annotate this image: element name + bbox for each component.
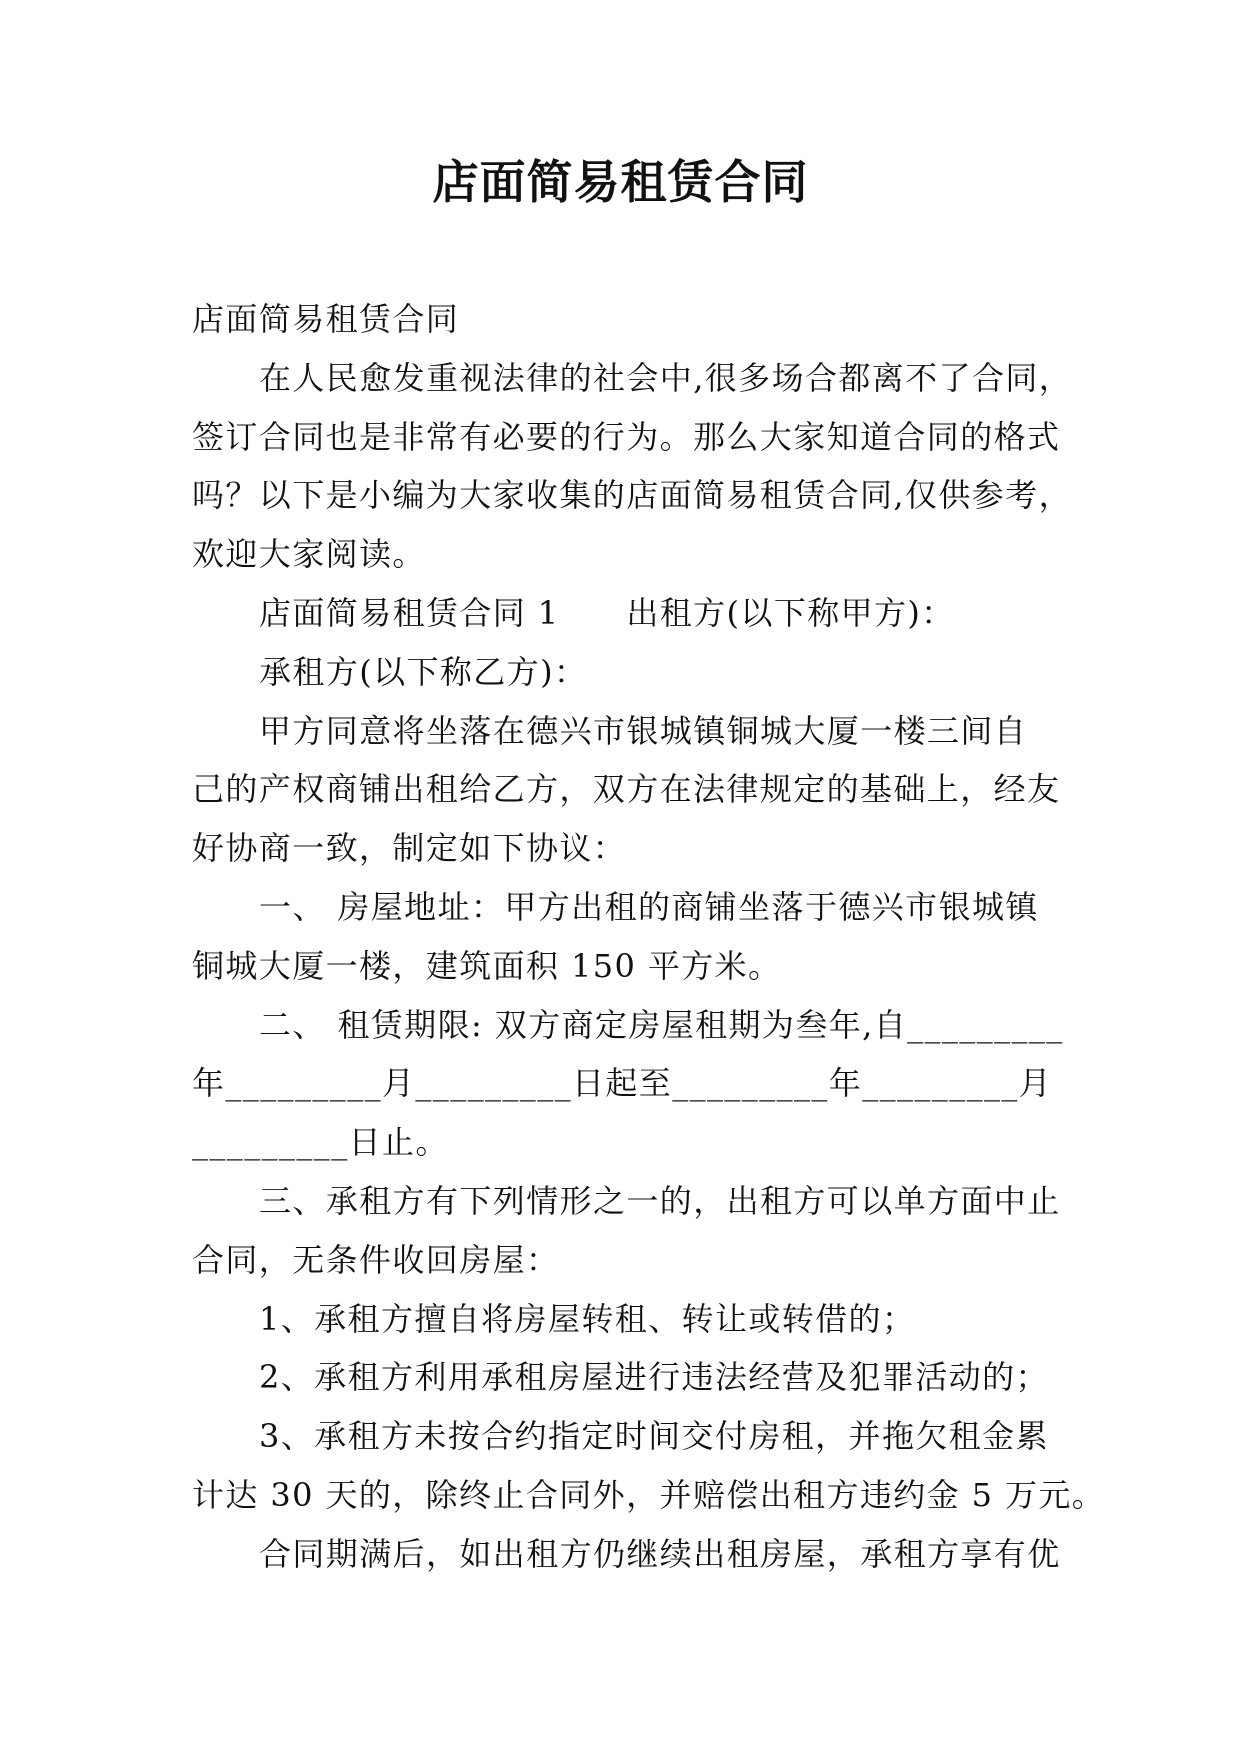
termination-item-line: 2、承租方利用承租房屋进行违法经营及犯罪活动的； bbox=[259, 1358, 1049, 1397]
clause-term-line: _________日止。 bbox=[192, 1123, 449, 1162]
clause-termination-paragraph bbox=[192, 1172, 1152, 1290]
termination-item-line: 计达 30 天的，除终止合同外，并赔偿出租方违约金 5 万元。 bbox=[192, 1475, 1106, 1514]
renewal-line: 合同期满后，如出租方仍继续出租房屋，承租方享有优 bbox=[259, 1534, 1061, 1573]
clause-address-line: 铜城大厦一楼，建筑面积 150 平方米。 bbox=[192, 946, 782, 985]
subtitle-line: 店面简易租赁合同 bbox=[192, 300, 460, 338]
agreement-line: 甲方同意将坐落在德兴市银城镇铜城大厦一楼三间自 bbox=[259, 711, 1028, 750]
document-title: 店面简易租赁合同 bbox=[432, 155, 809, 209]
subtitle-paragraph bbox=[192, 290, 1152, 349]
termination-item-line: 3、承租方未按合约指定时间交付房租，并拖欠租金累 bbox=[259, 1417, 1049, 1456]
clause-term-paragraph bbox=[192, 996, 1152, 1172]
termination-item-2 bbox=[192, 1348, 1152, 1407]
clause-address-line: 一、 房屋地址：甲方出租的商铺坐落于德兴市银城镇 bbox=[259, 887, 1039, 926]
lessee-line: 承租方(以下称乙方)： bbox=[259, 652, 588, 691]
agreement-line: 己的产权商铺出租给乙方，双方在法律规定的基础上，经友 bbox=[192, 770, 1061, 809]
document-body bbox=[192, 290, 1152, 1584]
intro-paragraph bbox=[192, 349, 1152, 584]
clause-termination-line: 合同，无条件收回房屋： bbox=[192, 1240, 560, 1279]
intro-line: 签订合同也是非常有必要的行为。那么大家知道合同的格式 bbox=[192, 417, 1061, 456]
intro-line: 在人民愈发重视法律的社会中,很多场合都离不了合同， bbox=[259, 358, 1073, 397]
contract-heading-line: 店面简易租赁合同 1 出租方(以下称甲方)： bbox=[259, 593, 955, 632]
lessee-paragraph bbox=[192, 643, 1152, 702]
agreement-paragraph bbox=[192, 702, 1152, 878]
contract-heading-paragraph bbox=[192, 584, 1152, 643]
clause-address-paragraph bbox=[192, 878, 1152, 996]
termination-item-3 bbox=[192, 1407, 1152, 1525]
termination-item-line: 1、承租方擅自将房屋转租、转让或转借的； bbox=[259, 1299, 916, 1338]
agreement-line: 好协商一致，制定如下协议： bbox=[192, 829, 627, 868]
clause-term-line: 年_________月_________日起至_________年_________月 bbox=[192, 1064, 1053, 1103]
intro-line: 吗？以下是小编为大家收集的店面简易租赁合同,仅供参考， bbox=[192, 476, 1072, 515]
clause-termination-line: 三、承租方有下列情形之一的，出租方可以单方面中止 bbox=[259, 1181, 1061, 1220]
clause-term-line: 二、 租赁期限: 双方商定房屋租期为叁年,自_________ bbox=[259, 1005, 1064, 1044]
termination-item-1 bbox=[192, 1290, 1152, 1349]
renewal-paragraph bbox=[192, 1525, 1152, 1584]
intro-line: 欢迎大家阅读。 bbox=[192, 535, 426, 574]
